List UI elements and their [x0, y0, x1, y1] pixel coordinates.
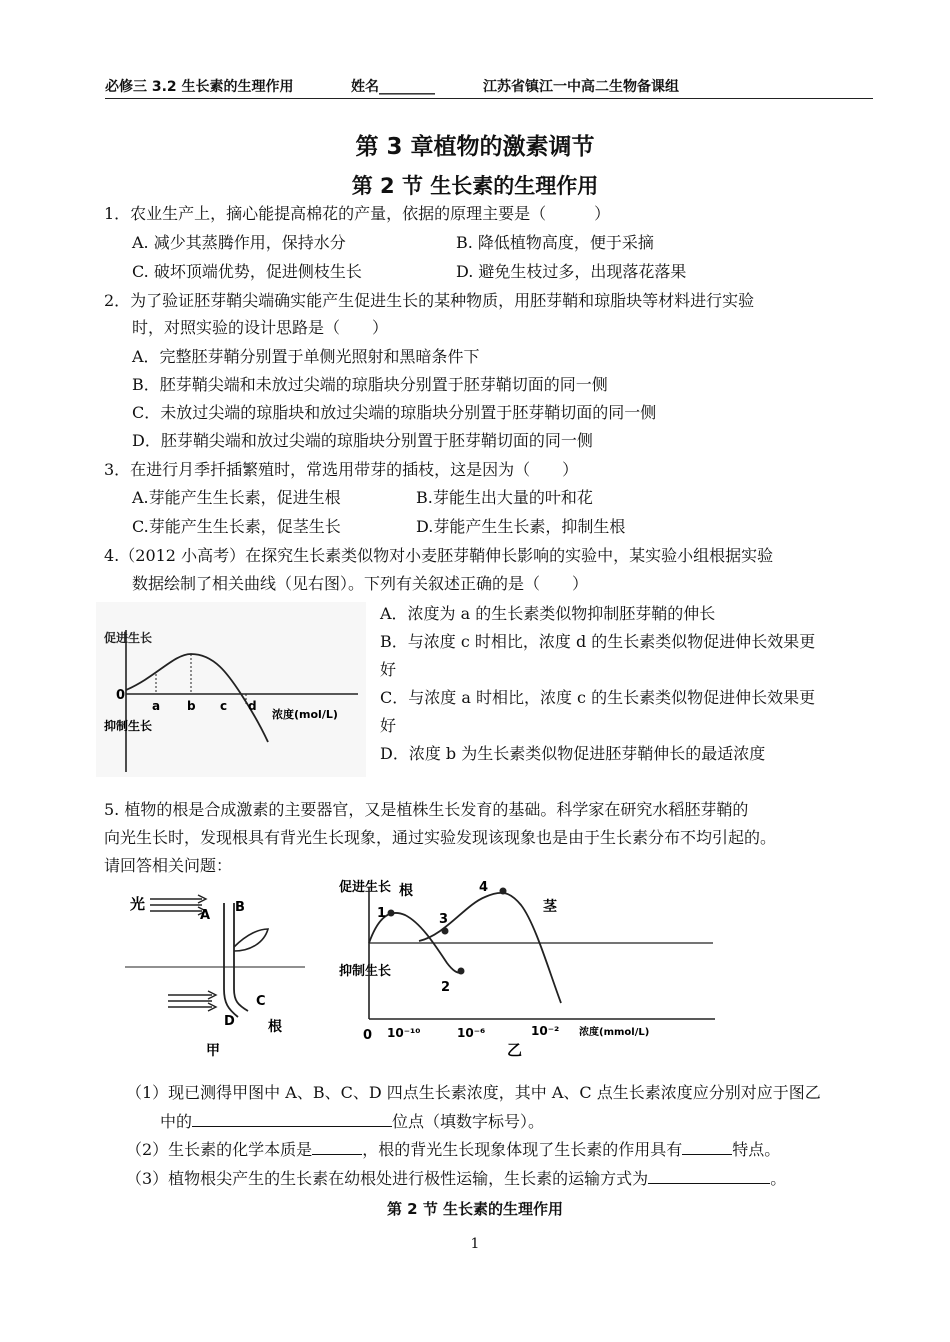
footer-section-title: 第 2 节 生长素的生理作用: [386, 1200, 564, 1218]
q4-y-label-inhibit: 抑制生长: [104, 719, 153, 733]
yi-y-label-inhibit: 抑制生长: [339, 964, 392, 979]
q5-sub3-line: [126, 1169, 786, 1189]
page-number: 1: [470, 1236, 480, 1252]
jia-stem-right: [234, 903, 248, 1011]
chapter-title: 第 3 章植物的激素调节: [355, 134, 595, 160]
q5-sub2-prefix: （2）生长素的化学本质是: [126, 1140, 313, 1159]
q5-sub3-answer-blank[interactable]: [648, 1169, 770, 1184]
q4-tick-a: a: [152, 699, 161, 713]
q5-stem-line3: 请回答相关问题：: [104, 856, 233, 875]
yi-point-2: [458, 968, 465, 975]
q5-sub1-prefix: 中的: [160, 1112, 193, 1131]
yi-tick-1e-10: 10⁻¹⁰: [387, 1026, 421, 1040]
yi-tick-1e-2: 10⁻²: [531, 1024, 560, 1038]
q5-sub2-middle: ，根的背光生长现象体现了生长素的作用具有: [362, 1140, 683, 1159]
yi-stem-label: 茎: [543, 899, 557, 915]
q4-x-axis-label: 浓度(mol/L): [272, 708, 338, 721]
q4-y-label-promote: [104, 630, 152, 645]
q1-option-d: D. 避免生枝过多，出现落花落果: [456, 262, 687, 281]
q5-stem-line2: 向光生长时，发现根具有背光生长现象，通过实验发现该现象也是由于生长素分布不均引起的。: [104, 828, 777, 847]
q5-sub3-suffix: 。: [770, 1169, 787, 1188]
q3-option-a: A.芽能产生生长素，促进生根: [132, 488, 341, 507]
header-name-field: 姓名________: [351, 79, 435, 95]
q1-option-b: B. 降低植物高度，便于采摘: [456, 233, 654, 252]
q5-sub1-line1: （1）现已测得甲图中 A、B、C、D 四点生长素浓度，其中 A、C 点生长素浓度应分别对应于图乙: [126, 1083, 821, 1102]
yi-point-3: [442, 928, 449, 935]
q5-figure-yi: [335, 875, 735, 1060]
q2-option-a: A．完整胚芽鞘分别置于单侧光照射和黑暗条件下: [132, 347, 480, 366]
q5-sub1-suffix: 位点（填数字标号）。: [392, 1112, 545, 1131]
q4-option-c-line1: C．与浓度 a 时相比，浓度 c 的生长素类似物促进伸长效果更: [380, 688, 816, 707]
jia-point-c: C: [256, 994, 266, 1009]
header-course: 必修三 3.2 生长素的生理作用: [105, 79, 294, 95]
jia-light-label-top: 光: [130, 895, 146, 913]
q5-figure-jia: [120, 885, 310, 1060]
q4-option-a: A．浓度为 a 的生长素类似物抑制胚芽鞘的伸长: [380, 604, 716, 623]
q4-zero-label: 0: [116, 688, 126, 703]
q4-option-b-line2: 好: [380, 660, 397, 679]
jia-point-d: D: [224, 1014, 235, 1029]
jia-caption: 甲: [206, 1043, 220, 1059]
q3-option-c: C.芽能产生生长素，促茎生长: [132, 517, 341, 536]
yi-root-label: 根: [399, 883, 413, 899]
section-title: 第 2 节 生长素的生理作用: [351, 174, 599, 198]
yi-label-1: 1: [377, 906, 387, 921]
q2-option-b: B．胚芽鞘尖端和未放过尖端的琼脂块分别置于胚芽鞘切面的同一侧: [132, 375, 608, 394]
q1-stem: 1．农业生产上，摘心能提高棉花的产量，依据的原理主要是（ ）: [104, 204, 611, 223]
q1-option-c: C. 破坏顶端优势，促进侧枝生长: [132, 262, 362, 281]
q5-sub2-answer-blank-2[interactable]: [682, 1140, 732, 1155]
q5-sub2-suffix: 特点。: [732, 1140, 781, 1159]
yi-zero-label: 0: [363, 1028, 373, 1043]
q4-option-d: D．浓度 b 为生长素类似物促进胚芽鞘伸长的最适浓度: [380, 744, 766, 763]
q4-option-c-line2: 好: [380, 716, 397, 735]
yi-x-axis-label: 浓度(mmol/L): [579, 1027, 650, 1038]
yi-point-1: [388, 910, 395, 917]
q4-option-b-line1: B．与浓度 c 时相比，浓度 d 的生长素类似物促进伸长效果更: [380, 632, 816, 651]
yi-point-4: [500, 888, 507, 895]
q2-stem-line2: 时，对照实验的设计思路是（ ）: [132, 318, 389, 337]
jia-root-label: 根: [268, 1019, 282, 1035]
jia-light-arrows-top: [150, 895, 206, 915]
jia-leaf: [234, 929, 268, 951]
q3-option-b: B.芽能生出大量的叶和花: [416, 488, 593, 507]
yi-tick-1e-6: 10⁻⁶: [457, 1026, 486, 1040]
q4-tick-b: b: [187, 699, 196, 713]
q2-stem-line1: 2．为了验证胚芽鞘尖端确实能产生促进生长的某种物质，用胚芽鞘和琼脂块等材料进行实验: [104, 291, 755, 310]
yi-label-4: 4: [479, 880, 489, 895]
jia-point-b: B: [235, 900, 245, 915]
q5-sub2-line: [126, 1140, 780, 1160]
q5-sub3-prefix: （3）植物根尖产生的生长素在幼根处进行极性运输，生长素的运输方式为: [126, 1169, 649, 1188]
q5-sub1-answer-blank[interactable]: [192, 1112, 392, 1127]
header-group: 江苏省镇江一中高二生物备课组: [483, 79, 679, 95]
page-header: [105, 74, 873, 99]
yi-label-3: 3: [439, 912, 449, 927]
q4-figure-background: [96, 602, 366, 777]
yi-y-label-promote: [339, 879, 391, 895]
jia-light-arrows-bottom: [168, 991, 216, 1011]
yi-caption: 乙: [507, 1041, 523, 1059]
q2-option-d: D．胚芽鞘尖端和放过尖端的琼脂块分别置于胚芽鞘切面的同一侧: [132, 431, 593, 450]
q1-option-a: A. 减少其蒸腾作用，保持水分: [132, 233, 346, 252]
q4-tick-c: c: [220, 699, 228, 713]
q4-auxin-curve-figure: [96, 602, 366, 777]
q4-tick-d: d: [248, 699, 257, 713]
q4-stem-line1: 4.（2012 小高考）在探究生长素类似物对小麦胚芽鞘伸长影响的实验中，某实验小组根据实验: [104, 546, 774, 565]
jia-point-a: A: [200, 908, 211, 923]
q5-stem-line1: 5. 植物的根是合成激素的主要器官，又是植株生长发育的基础。科学家在研究水稻胚芽鞘的: [104, 800, 749, 819]
yi-label-2: 2: [441, 980, 451, 995]
q3-stem: 3．在进行月季扦插繁殖时，常选用带芽的插枝，这是因为（ ）: [104, 460, 579, 479]
q4-stem-line2: 数据绘制了相关曲线（见右图）。下列有关叙述正确的是（ ）: [132, 574, 589, 593]
svg-text:促进生长: 促进生长: [339, 880, 392, 895]
q5-sub2-answer-blank-1[interactable]: [312, 1140, 362, 1155]
q5-sub1-line2: [160, 1112, 544, 1132]
q2-option-c: C．未放过尖端的琼脂块和放过尖端的琼脂块分别置于胚芽鞘切面的同一侧: [132, 403, 657, 422]
q3-option-d: D.芽能产生生长素，抑制生根: [416, 517, 626, 536]
svg-text:促进生长: 促进生长: [104, 631, 153, 645]
